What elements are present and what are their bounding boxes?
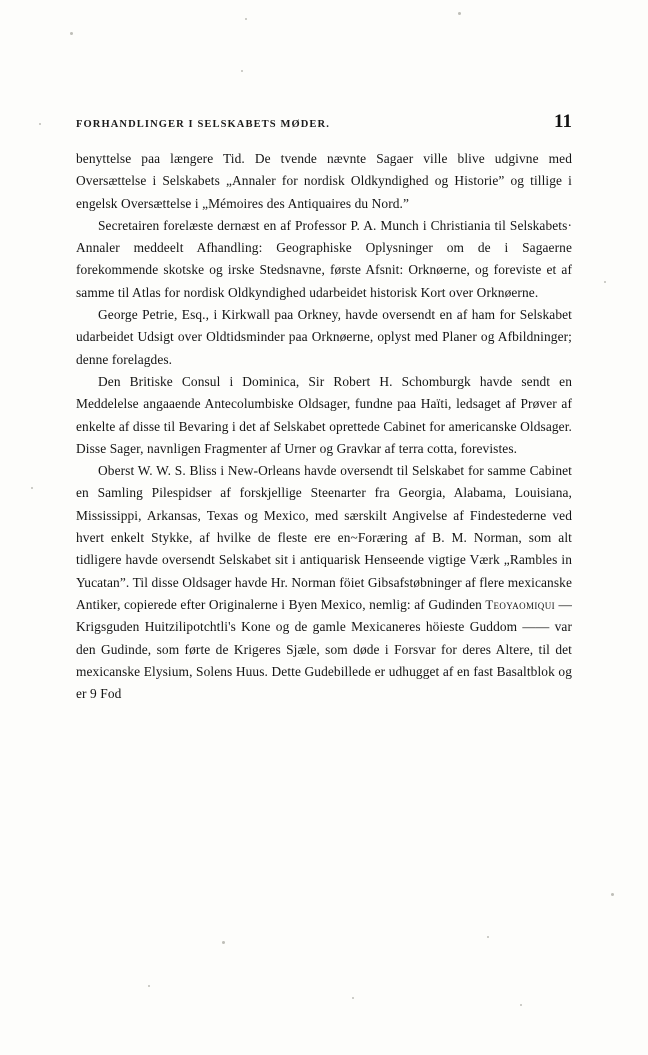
paragraph: benyttelse paa længere Tid. De tvende nævnte Sagaer ville blive udgivne med Oversættelse i Selskabets „Annaler for nordisk Oldkyndighed og Historie” og tillige i engelsk Oversættelse i „Mémoires des Antiquaires du Nord.” xyxy=(76,151,572,211)
paragraph: George Petrie, Esq., i Kirkwall paa Orkney, havde oversendt en af ham for Selskabet udarbeidet Udsigt over Oldtidsminder paa Orknøerne, oplyst med Planer og Afbildninger; denne forelagdes. xyxy=(76,307,572,367)
paragraph: Den Britiske Consul i Dominica, Sir Robert H. Schomburgk havde sendt en Meddelelse angaaende Antecolumbiske Oldsager, fundne paa Haïti, ledsaget af Prøver af enkelte af disse til Bevaring i det af Selskabet oprettede Cabinet for americanske Oldsager. Disse Sager, navnligen Fragmenter af Urner og Gravkar af terra cotta, forevistes. xyxy=(76,373,572,456)
scan-speckle xyxy=(241,70,243,72)
page-header xyxy=(76,112,572,131)
scan-speckle xyxy=(70,32,73,35)
paragraph: Secretairen forelæste dernæst en af Professor P. A. Munch i Christiania til Selskabets· Annaler meddeelt Afhandling: Geographiske Oplysninger om de i Sagaerne forekommende skotske og irske Stedsnavne, første Afsnit: Orknøerne, og foreviste et af samme til Atlas for nordisk Oldkyndighed udarbeidet historisk Kort over Orknøerne. xyxy=(76,217,572,300)
scan-speckle xyxy=(611,893,614,896)
scan-speckle xyxy=(604,281,606,283)
scan-speckle xyxy=(31,487,33,489)
paragraph-text: Oberst W. W. S. Bliss i New-Orleans havde oversendt til Selskabet for samme Cabinet en Samling Pilespidser af forskjellige Steenarter fra Georgia, Alabama, Louisiana, Mississippi, Arkansas, Texas og Mexico, med særskilt Angivelse af Findestederne ved hvert enkelt Stykke, af hvilke de fleste ere en~Foræring af B. M. Norman, som alt tidligere havde oversendt Selskabet sit i antiquarisk Henseende vigtige Værk „Rambles in Yucatan”. Til disse Oldsager havde Hr. Norman föiet Gibsafstøbninger af flere mexicanske Antiker, copierede efter Originalerne i Byen Mexico, nemlig: af Gudinden xyxy=(76,463,572,612)
scan-speckle xyxy=(39,123,41,125)
scan-speckle xyxy=(458,12,461,15)
scan-speckle xyxy=(148,985,150,987)
scan-speckle xyxy=(245,18,247,20)
scan-speckle xyxy=(487,936,489,938)
deity-name-smallcaps: Teoyaomiqui xyxy=(485,597,556,612)
paragraph xyxy=(76,460,572,705)
paragraph-text-continued: — Krigsguden Huitzilipotchtli's Kone og de gamle Mexicaneres höieste Guddom —— var den Gudinde, som førte de Krigeres Sjæle, som døde i Forsvar for deres Altere, til det mexicanske Elysium, Solens Huus. Dette Gudebillede er udhugget af en fast Basaltblok og er 9 Fod xyxy=(76,596,572,702)
scan-speckle xyxy=(222,941,225,944)
scan-speckle xyxy=(520,1004,522,1006)
body-text-column xyxy=(76,148,572,705)
scan-speckle xyxy=(352,997,354,999)
page-number: 11 xyxy=(554,111,572,132)
running-title: FORHANDLINGER I SELSKABETS MØDER. xyxy=(76,119,330,130)
